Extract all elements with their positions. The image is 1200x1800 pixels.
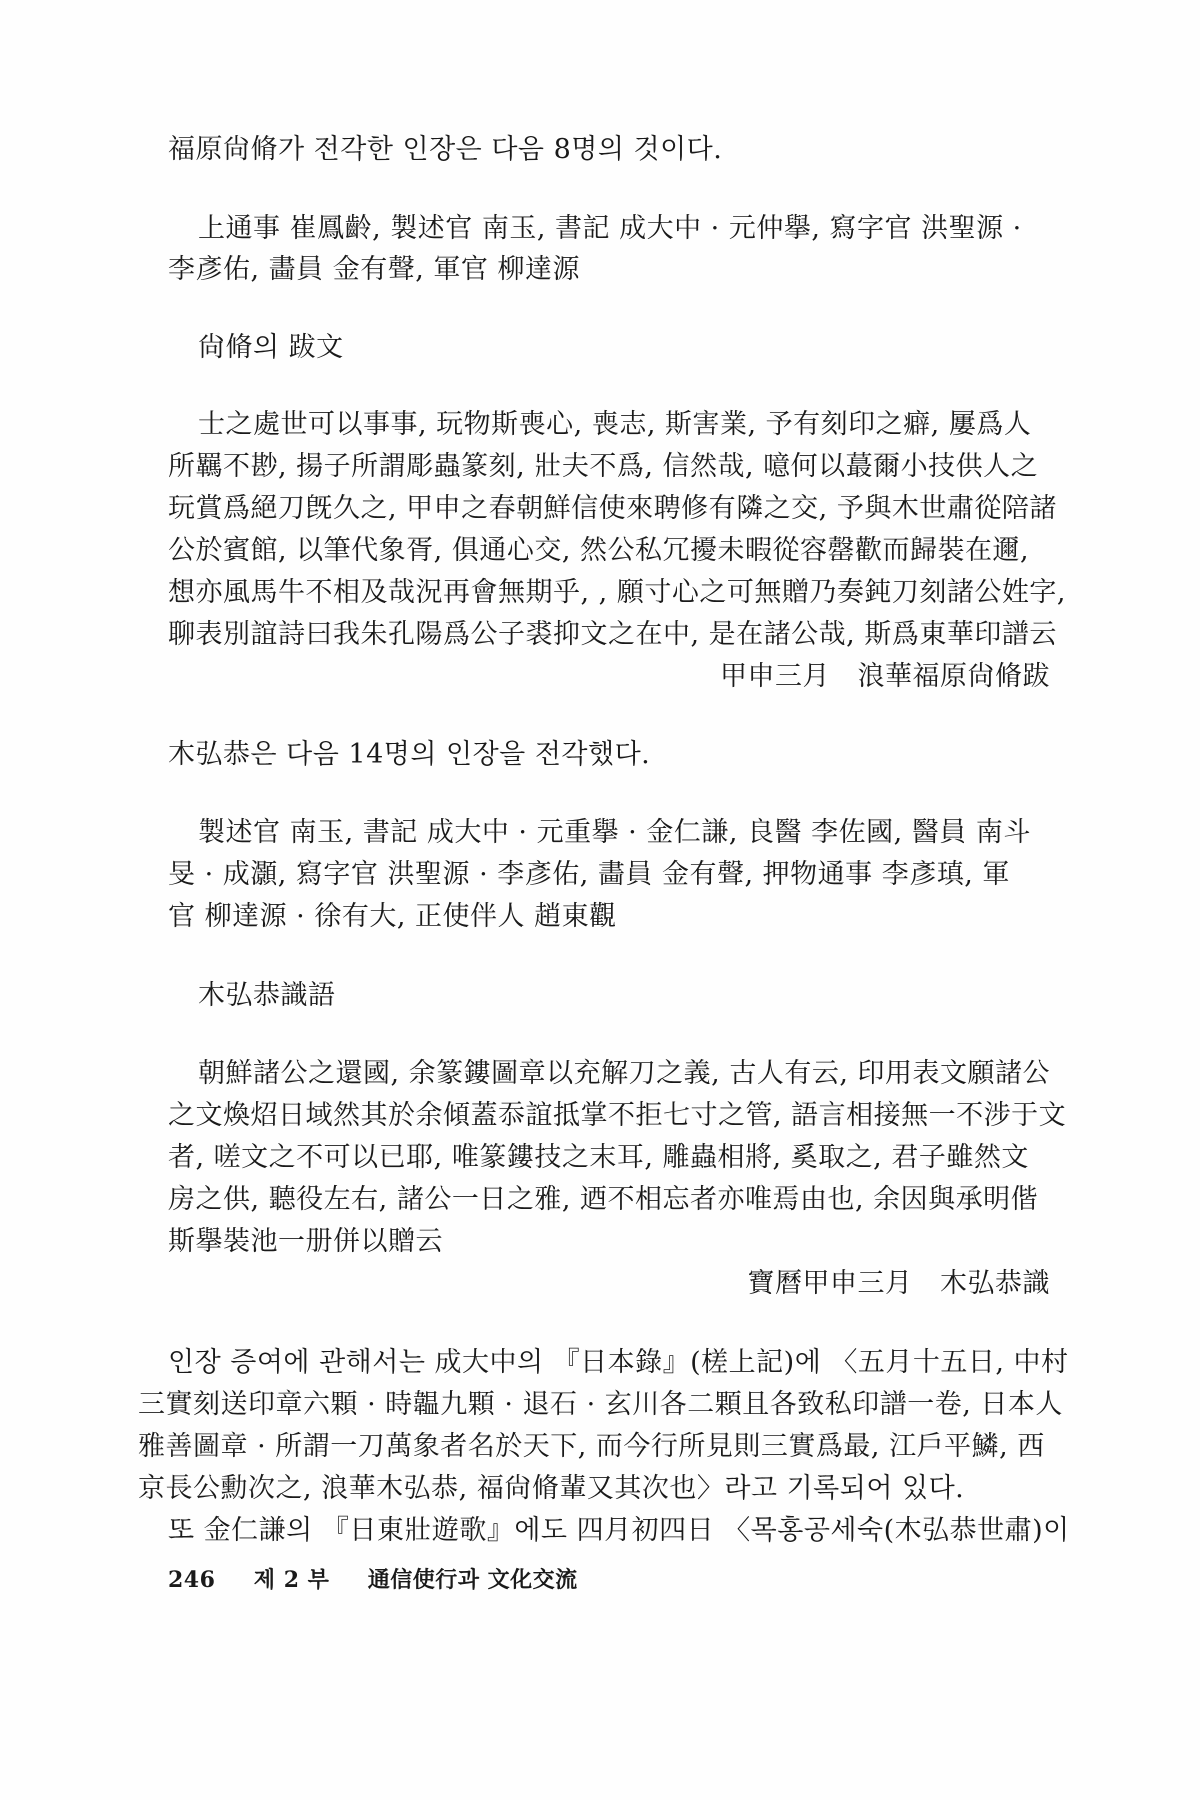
page-footer bbox=[168, 1565, 578, 1595]
section1-heading: 尙脩의 跋文 bbox=[198, 332, 344, 363]
section1-body-line: 想亦風馬牛不相及哉況再會無期乎, , 願寸心之可無贈乃奏鈍刀刻諸公姓字, bbox=[168, 577, 1066, 608]
section1-list-line: 上通事 崔鳳齡, 製述官 南玉, 書記 成大中 · 元仲擧, 寫字官 洪聖源 · bbox=[198, 213, 1022, 244]
section1-list-line: 李彥佑, 畵員 金有聲, 軍官 柳達源 bbox=[168, 254, 580, 285]
section3-line: 인장 증여에 관해서는 成大中의 『日本錄』(槎上記)에 〈五月十五日, 中村 bbox=[168, 1347, 1069, 1378]
section1-body-line: 士之處世可以事事, 玩物斯喪心, 喪志, 斯害業, 予有刻印之癖, 屢爲人 bbox=[198, 409, 1032, 440]
section2-list-line: 官 柳達源 · 徐有大, 正使伴人 趙東觀 bbox=[168, 901, 617, 932]
section1-body-line: 玩賞爲絕刀旣久之, 甲申之春朝鮮信使來聘修有隣之交, 予與木世肅從陪諸 bbox=[168, 493, 1057, 524]
section1-intro: 福原尙脩가 전각한 인장은 다음 8명의 것이다. bbox=[168, 134, 723, 165]
section2-body-line: 者, 嗟文之不可以已耶, 唯篆鏤技之末耳, 雕蟲相將, 奚取之, 君子雖然文 bbox=[168, 1142, 1029, 1173]
section2-body-line: 朝鮮諸公之還國, 余篆鏤圖章以充解刀之義, 古人有云, 印用表文願諸公 bbox=[198, 1058, 1050, 1089]
section2-body-line: 房之供, 聽役左右, 諸公一日之雅, 迺不相忘者亦唯焉由也, 余因與承明偕 bbox=[168, 1184, 1039, 1215]
section2-list-line: 製述官 南玉, 書記 成大中 · 元重擧 · 金仁謙, 良醫 李佐國, 醫員 南斗 bbox=[198, 817, 1031, 848]
section2-signature: 寶曆甲申三月 木弘恭識 bbox=[747, 1268, 1050, 1299]
section1-body-line: 公於賓館, 以筆代象胥, 俱通心交, 然公私冗擾未暇從容罄歡而歸裝在邇, bbox=[168, 535, 1030, 566]
section3-line: 또 金仁謙의 『日東壯遊歌』에도 四月初四日 〈목홍공세숙(木弘恭世肅)이 bbox=[168, 1515, 1070, 1546]
page-number: 246 bbox=[168, 1567, 216, 1593]
section1-body-line: 聊表別誼詩曰我朱孔陽爲公子裘抑文之在中, 是在諸公哉, 斯爲東華印譜云 bbox=[168, 619, 1057, 650]
section1-body-line: 所羈不尠, 揚子所謂彫蟲篆刻, 壯夫不爲, 信然哉, 噫何以蕞爾小技供人之 bbox=[168, 451, 1039, 482]
part-title: 通信使行과 文化交流 bbox=[367, 1567, 578, 1593]
section2-intro: 木弘恭은 다음 14명의 인장을 전각했다. bbox=[168, 739, 651, 770]
section3-line: 雅善圖章 · 所謂一刀萬象者名於天下, 而今行所見則三實爲最, 江戶平鱗, 西 bbox=[138, 1431, 1045, 1462]
section1-signature: 甲申三月 浪華福原尙脩跋 bbox=[720, 661, 1050, 692]
section2-body-line: 之文煥炤日域然其於余傾蓋忝誼抵掌不拒七寸之管, 語言相接無一不涉于文 bbox=[168, 1100, 1067, 1131]
section2-heading: 木弘恭識語 bbox=[198, 980, 336, 1011]
part-label: 제 2 부 bbox=[253, 1567, 330, 1593]
section2-body-line: 斯擧裝池一册併以贈云 bbox=[168, 1226, 443, 1257]
section3-line: 京長公勳次之, 浪華木弘恭, 福尙脩輩又其次也〉라고 기록되어 있다. bbox=[138, 1473, 965, 1504]
section2-list-line: 旻 · 成灝, 寫字官 洪聖源 · 李彥佑, 畵員 金有聲, 押物通事 李彥瑱, 軍 bbox=[168, 859, 1010, 890]
section3-line: 三實刻送印章六顆 · 時韞九顆 · 退石 · 玄川各二顆且各致私印譜一卷, 日本人 bbox=[138, 1389, 1063, 1420]
